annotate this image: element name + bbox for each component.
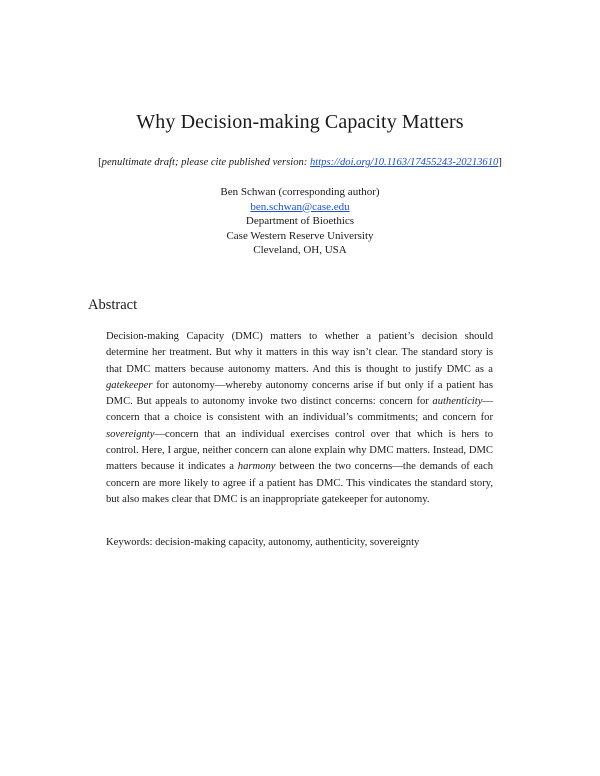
abstract-text-2: for autonomy—whereby autonomy concerns arise if but only if a patient has DMC. But appeals to autonomy invoke two distinct concerns: concern for (106, 379, 493, 408)
doi-link[interactable]: https://doi.org/10.1163/17455243-20213610 (309, 157, 499, 168)
draft-note-open-bracket: [ (98, 157, 102, 168)
abstract-emphasis-harmony: harmony (237, 461, 276, 473)
keywords: Keywords: decision-making capacity, autonomy, authenticity, sovereignty (106, 537, 420, 548)
abstract-text-3: —concern that a choice is consistent with an individual’s commitments; and concern for (106, 396, 493, 424)
abstract-text-1: Decision-making Capacity (DMC) matters to whether a patient’s decision should determine her treatment. But why it matters in this way isn’t clear. The standard story is that DMC matters because autonomy matters. And this is thought to justify DMC as a (106, 331, 493, 375)
abstract-text-5: between the two concerns—the demands of each concern are more likely to agree if a patient has DMC. This vindicates the standard story, but also makes clear that DMC is an inappropriate gatekeeper for autonomy. (106, 461, 493, 505)
abstract-heading: Abstract (88, 297, 138, 313)
author-university: Case Western Reserve University (226, 229, 374, 242)
draft-note-text: penultimate draft; please cite published version: (101, 157, 310, 168)
author-email-link[interactable]: ben.schwan@case.edu (250, 200, 350, 213)
author-name: Ben Schwan (corresponding author) (220, 186, 380, 198)
author-department: Department of Bioethics (245, 215, 355, 228)
abstract-emphasis-authenticity: authenticity (432, 396, 483, 408)
abstract-text-4: —concern that an individual exercises control over that which is hers to control. Here, I argue, neither concern can alone explain why DMC matters. Instead, DMC matters because it indicates a (106, 428, 493, 473)
author-block (0, 185, 600, 258)
abstract-emphasis-gatekeeper: gatekeeper (106, 379, 153, 391)
abstract-body (106, 329, 493, 508)
author-location: Cleveland, OH, USA (253, 244, 347, 257)
draft-note-close-bracket: ] (498, 157, 502, 168)
draft-note (0, 157, 600, 168)
abstract-emphasis-sovereignty: sovereignty (106, 428, 155, 440)
paper-title: Why Decision-making Capacity Matters (136, 111, 464, 133)
